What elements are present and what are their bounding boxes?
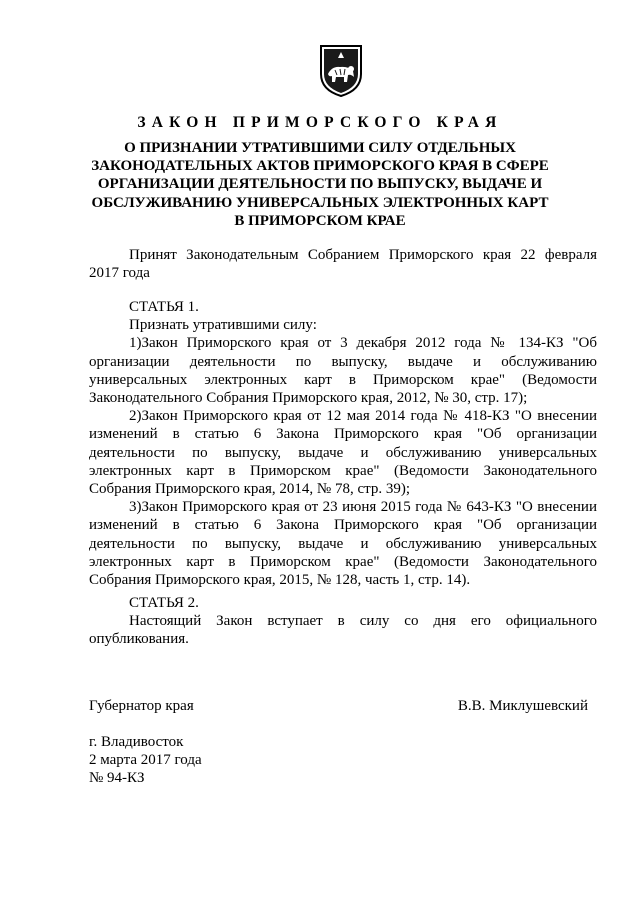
- article-2-heading: СТАТЬЯ 2.: [129, 595, 199, 611]
- article-1-item: 2)Закон Приморского края от 12 мая 2014 года № 418-КЗ "О внесении изменений в статью 6 Закона Приморского края "Об организации деятельности по выпуску, выдаче и обслуживанию универсальных электронных карт в Приморском крае" (Ведомости Законодательного Собрания Приморского края, 2014, № 78, стр. 39);: [89, 408, 597, 498]
- signature-block: [89, 698, 588, 715]
- article-1-heading: СТАТЬЯ 1.: [129, 299, 199, 315]
- document-title: ЗАКОН ПРИМОРСКОГО КРАЯ: [137, 114, 503, 131]
- article-1: [89, 298, 597, 589]
- subtitle-line: О ПРИЗНАНИИ УТРАТИВШИМИ СИЛУ ОТДЕЛЬНЫХ: [124, 140, 516, 156]
- document-subtitle: [70, 139, 570, 230]
- article-1-intro: Признать утратившими силу:: [129, 317, 317, 334]
- adoption-text: Принят Законодательным Собранием Приморского края 22 февраля 2017 года: [89, 247, 597, 282]
- footer-city: г. Владивосток: [89, 734, 184, 750]
- article-2-text: Настоящий Закон вступает в силу со дня его официального опубликования.: [89, 613, 597, 648]
- adoption-note: [89, 246, 597, 282]
- document-footer: [89, 733, 202, 788]
- signatory-name: В.В. Миклушевский: [457, 698, 588, 714]
- subtitle-line: ОБСЛУЖИВАНИЮ УНИВЕРСАЛЬНЫХ ЭЛЕКТРОННЫХ КАРТ: [91, 194, 549, 211]
- subtitle-line: В ПРИМОРСКОМ КРАЕ: [234, 212, 406, 229]
- article-1-item: 1)Закон Приморского края от 3 декабря 2012 года № 134-КЗ "Об организации деятельности по выпуску, выдаче и обслуживанию универсальных электронных карт в Приморском крае" (Ведомости Законодательного Собрания Приморского края, 2012, № 30, стр. 17);: [89, 335, 597, 407]
- signatory-position: Губернатор края: [89, 698, 194, 714]
- footer-number: № 94-КЗ: [89, 770, 145, 787]
- article-1-item: 3)Закон Приморского края от 23 июня 2015 года № 643-КЗ "О внесении изменений в статью 6 Закона Приморского края "Об организации деятельности по выпуску, выдаче и обслуживанию универсальных электронных карт в Приморском крае" (Ведомости Законодательного Собрания Приморского края, 2015, № 128, часть 1, стр. 14).: [89, 499, 597, 589]
- primorsky-krai-coat-of-arms-icon: [318, 44, 364, 98]
- subtitle-line: ЗАКОНОДАТЕЛЬНЫХ АКТОВ ПРИМОРСКОГО КРАЯ В СФЕРЕ: [91, 158, 549, 175]
- subtitle-line: ОРГАНИЗАЦИИ ДЕЯТЕЛЬНОСТИ ПО ВЫПУСКУ, ВЫДАЧЕ И: [97, 176, 543, 193]
- footer-date: 2 марта 2017 года: [89, 752, 202, 769]
- article-2: [89, 594, 597, 649]
